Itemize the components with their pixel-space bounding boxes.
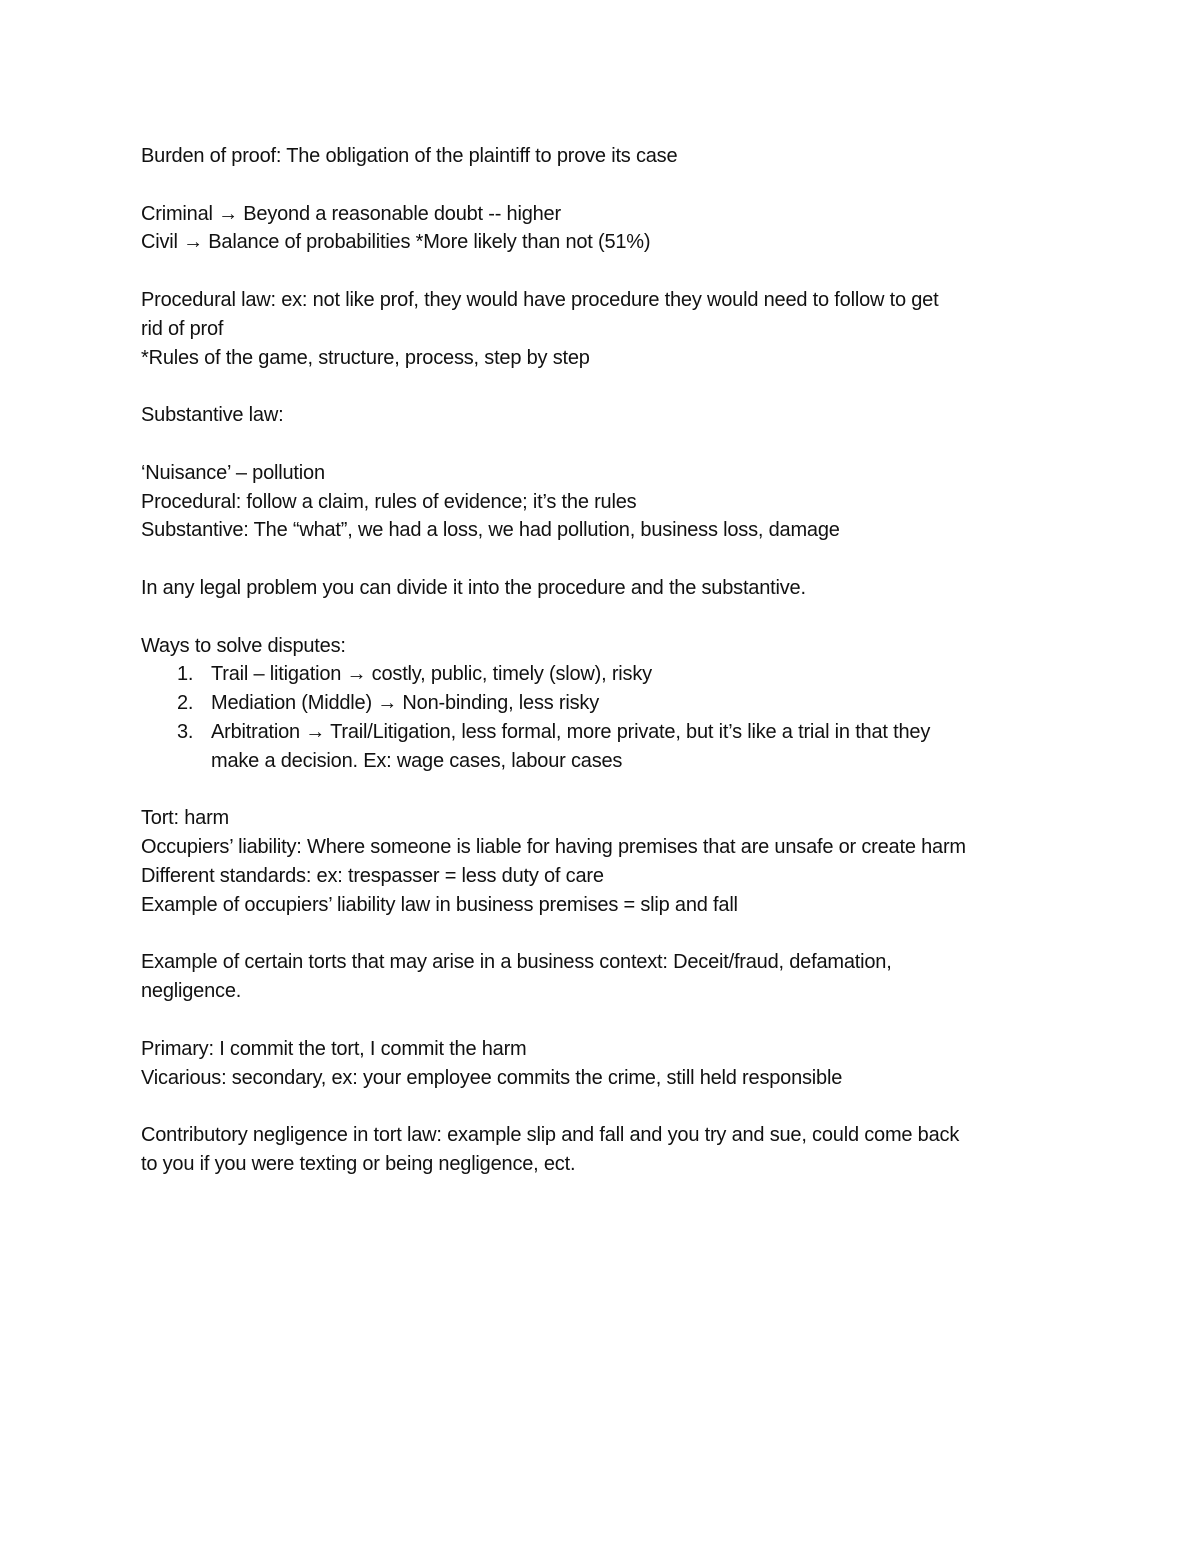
blank-line bbox=[141, 1092, 1076, 1121]
list-item-text: Mediation (Middle) → Non-binding, less risky bbox=[211, 692, 600, 715]
nuisance-line: ‘Nuisance’ – pollution bbox=[141, 461, 325, 484]
criminal-line: Criminal → Beyond a reasonable doubt -- higher bbox=[141, 202, 561, 225]
blank-line bbox=[141, 920, 1076, 949]
occupiers-example-line: Example of occupiers’ liability law in business premises = slip and fall bbox=[141, 893, 738, 916]
list-item-text: Arbitration → Trail/Litigation, less formal, more private, but it’s like a trial in that they bbox=[211, 720, 931, 743]
blank-line bbox=[141, 776, 1076, 805]
blank-line bbox=[141, 372, 1076, 401]
list-item-text: Trail – litigation → costly, public, timely (slow), risky bbox=[211, 663, 652, 686]
contributory-negligence-line: Contributory negligence in tort law: example slip and fall and you try and sue, could come back bbox=[141, 1124, 960, 1147]
blank-line bbox=[141, 603, 1076, 632]
list-item bbox=[141, 689, 1076, 718]
vicarious-line: Vicarious: secondary, ex: your employee commits the crime, still held responsible bbox=[141, 1066, 843, 1089]
blank-line bbox=[141, 545, 1076, 574]
procedural-law-line-continued: rid of prof bbox=[141, 317, 224, 340]
divide-line: In any legal problem you can divide it into the procedure and the substantive. bbox=[141, 576, 806, 599]
disputes-list bbox=[141, 660, 1076, 775]
substantive-what-line: Substantive: The “what”, we had a loss, we had pollution, business loss, damage bbox=[141, 519, 840, 542]
list-number: 3. bbox=[177, 720, 194, 743]
rules-of-game-line: *Rules of the game, structure, process, step by step bbox=[141, 346, 590, 369]
document-body bbox=[141, 142, 1076, 1179]
civil-line: Civil → Balance of probabilities *More likely than not (51%) bbox=[141, 231, 651, 254]
blank-line bbox=[141, 257, 1076, 286]
blank-line bbox=[141, 430, 1076, 459]
tort-line: Tort: harm bbox=[141, 807, 230, 830]
business-torts-line: Example of certain torts that may arise in a business context: Deceit/fraud, defamation, bbox=[141, 951, 892, 974]
contributory-negligence-line-continued: to you if you were texting or being negligence, ect. bbox=[141, 1152, 576, 1175]
burden-of-proof-line: Burden of proof: The obligation of the plaintiff to prove its case bbox=[141, 145, 678, 167]
procedural-law-line: Procedural law: ex: not like prof, they would have procedure they would need to follow to get bbox=[141, 288, 939, 311]
blank-line bbox=[141, 171, 1076, 200]
procedural-rules-line: Procedural: follow a claim, rules of evidence; it’s the rules bbox=[141, 490, 637, 513]
list-item-text-continued: make a decision. Ex: wage cases, labour cases bbox=[211, 749, 623, 772]
list-number: 2. bbox=[177, 692, 194, 715]
occupiers-liability-line: Occupiers’ liability: Where someone is liable for having premises that are unsafe or create harm bbox=[141, 836, 966, 859]
list-number: 1. bbox=[177, 663, 194, 686]
list-item bbox=[141, 718, 1076, 776]
different-standards-line: Different standards: ex: trespasser = less duty of care bbox=[141, 864, 604, 887]
blank-line bbox=[141, 1006, 1076, 1035]
primary-line: Primary: I commit the tort, I commit the harm bbox=[141, 1037, 527, 1060]
list-item bbox=[141, 660, 1076, 689]
business-torts-line-continued: negligence. bbox=[141, 980, 242, 1003]
ways-heading: Ways to solve disputes: bbox=[141, 634, 346, 657]
substantive-law-heading: Substantive law: bbox=[141, 404, 284, 427]
